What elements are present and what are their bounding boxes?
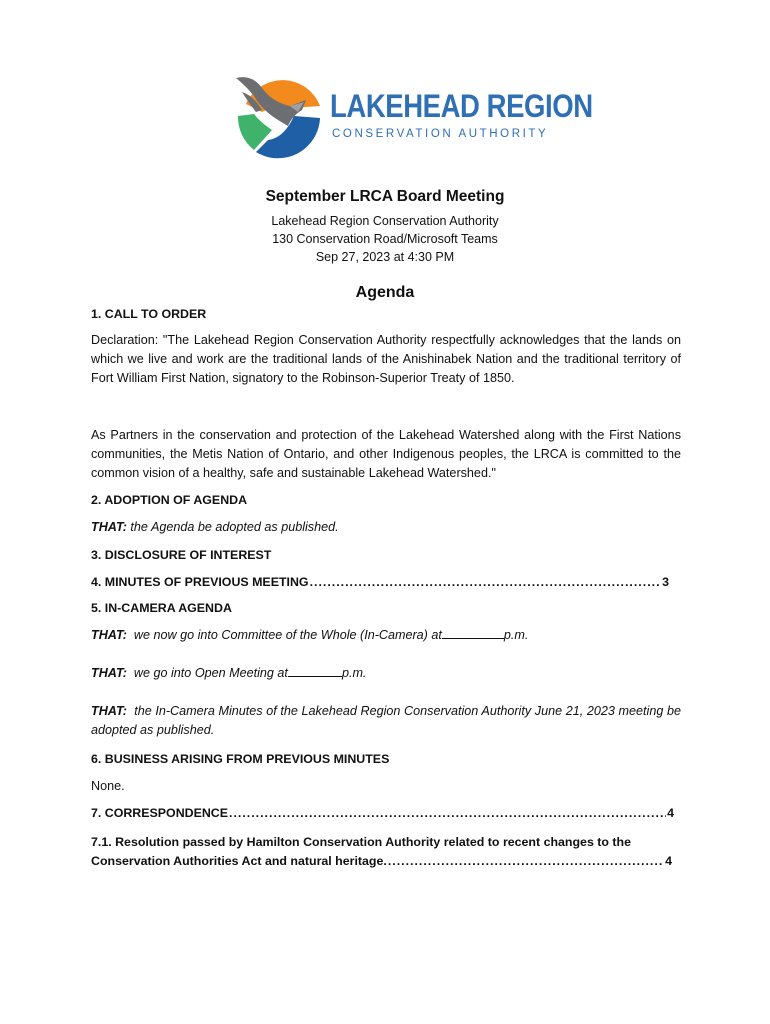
open-meeting-motion [91, 664, 681, 683]
logo-subtitle: CONSERVATION AUTHORITY [332, 128, 549, 140]
correspondence-toc-line [91, 804, 674, 823]
section-minutes-heading: 4. MINUTES OF PREVIOUS MEETING [91, 575, 309, 589]
section-call-to-order-heading: 1. CALL TO ORDER [91, 307, 207, 321]
resolution-item-line-1: 7.1. Resolution passed by Hamilton Conservation Authority related to recent changes to the [91, 835, 632, 849]
lrca-emblem-icon [232, 66, 328, 166]
partners-statement: As Partners in the conservation and protection of the Lakehead Watershed along with the First Nations communities, the Metis Nation of Ontario, and other Indigenous peoples, the LRCA is committed to the common vision of a healthy, safe and sustainable Lakehead Watershed." [91, 428, 681, 480]
that-label: THAT: [91, 704, 127, 718]
minutes-toc-line [91, 573, 669, 592]
section-correspondence-heading: 7. CORRESPONDENCE [91, 806, 229, 820]
dot-leader [229, 804, 666, 823]
meeting-datetime: Sep 27, 2023 at 4:30 PM [315, 250, 455, 264]
that-label: THAT: [91, 628, 127, 642]
organization-name: Lakehead Region Conservation Authority [271, 214, 499, 228]
correspondence-page-number: 4 [667, 806, 674, 820]
land-declaration: Declaration: "The Lakehead Region Conservation Authority respectfully acknowledges that the lands on which we live and work are the traditional lands of the Anishinabek Nation and the traditional territory of Fort William First Nation, signatory to the Robinson-Superior Treaty of 1850. [91, 333, 681, 385]
in-camera-minutes-motion [91, 702, 685, 740]
logo-name: LAKEHEAD REGION [330, 88, 593, 124]
resolution-item-line-2: Conservation Authorities Act and natural heritage. [91, 854, 387, 868]
agenda-heading: Agenda [355, 284, 415, 301]
adoption-motion [91, 518, 681, 537]
lrca-logo [232, 66, 593, 166]
resolution-toc-line [91, 852, 672, 871]
section-disclosure-heading: 3. DISCLOSURE OF INTEREST [91, 548, 272, 562]
resolution-page-number: 4 [665, 854, 672, 868]
section-business-heading: 6. BUSINESS ARISING FROM PREVIOUS MINUTES [91, 752, 390, 766]
open-meeting-motion-suffix: p.m. [341, 666, 367, 680]
that-label: THAT: [91, 666, 127, 680]
time-blank-field[interactable] [288, 664, 342, 677]
in-camera-motion-1-text: we now go into Committee of the Whole (In-Camera) at [126, 628, 442, 642]
that-label: THAT: [91, 520, 127, 534]
adoption-motion-text: the Agenda be adopted as published. [126, 520, 339, 534]
meeting-location: 130 Conservation Road/Microsoft Teams [272, 232, 498, 246]
business-none-text: None. [91, 779, 125, 793]
in-camera-minutes-motion-text: the In-Camera Minutes of the Lakehead Region Conservation Authority June 21, 2023 meeting be adopted as published. [91, 704, 685, 737]
minutes-page-number: 3 [662, 575, 669, 589]
dot-leader [310, 573, 662, 592]
meeting-title: September LRCA Board Meeting [265, 188, 505, 205]
time-blank-field[interactable] [442, 626, 504, 639]
dot-leader [388, 852, 664, 871]
section-in-camera-heading: 5. IN-CAMERA AGENDA [91, 601, 232, 615]
open-meeting-motion-text: we go into Open Meeting at [126, 666, 288, 680]
section-adoption-heading: 2. ADOPTION OF AGENDA [91, 493, 248, 507]
in-camera-motion-1-suffix: p.m. [503, 628, 529, 642]
in-camera-motion-1 [91, 626, 681, 645]
